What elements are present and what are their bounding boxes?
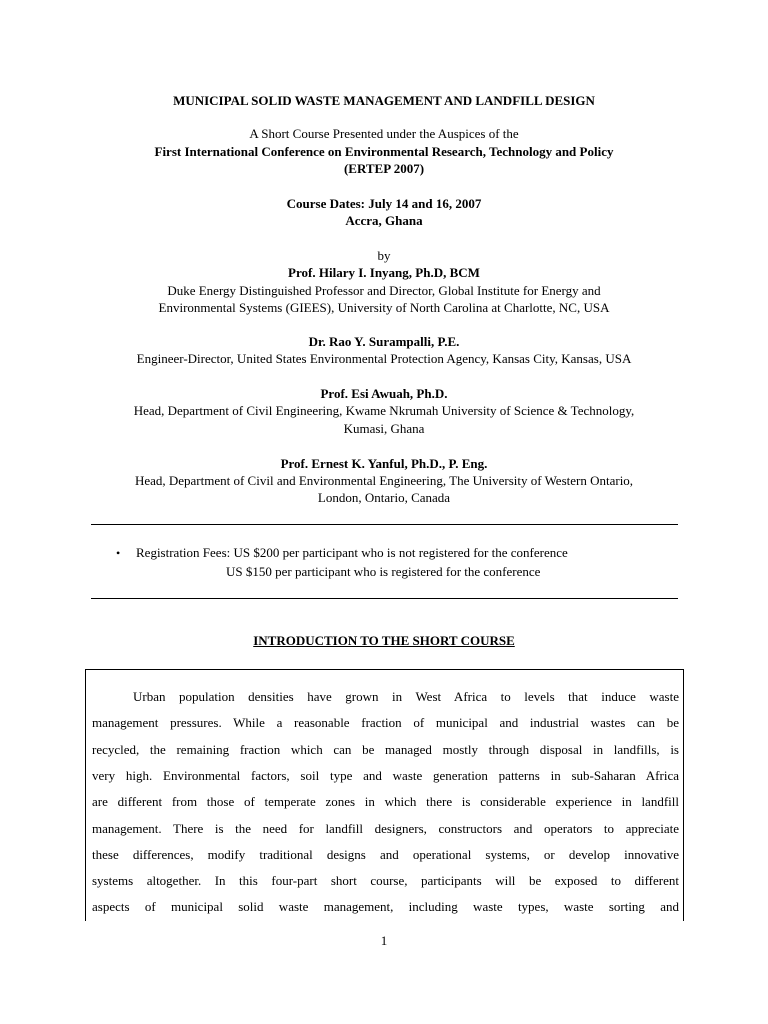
presenter-affiliation: Head, Department of Civil and Environmental Engineering, The University of Western Ontario, — [134, 473, 634, 488]
intro-text-line: management. There is the need for landfill designers, constructors and operators to appreciate — [92, 821, 679, 836]
intro-text-line: aspects of municipal solid waste management, including waste types, waste sorting and — [92, 899, 679, 914]
presenter-affiliation: Environmental Systems (GIEES), University of North Carolina at Charlotte, NC, USA — [158, 300, 610, 315]
intro-text-line: very high. Environmental factors, soil type and waste generation patterns in sub-Saharan Africa — [92, 768, 679, 783]
presenter-affiliation: Head, Department of Civil Engineering, Kwame Nkrumah University of Science & Technology, — [133, 403, 635, 418]
intro-text-line: management pressures. While a reasonable fraction of municipal and industrial wastes can be — [92, 715, 679, 730]
presenter-name: Prof. Hilary I. Inyang, Ph.D, BCM — [288, 265, 480, 280]
presenter-affiliation: London, Ontario, Canada — [317, 490, 451, 505]
course-location: Accra, Ghana — [345, 213, 423, 228]
presenter-affiliation: Kumasi, Ghana — [343, 421, 425, 436]
presenter-name: Dr. Rao Y. Surampalli, P.E. — [308, 334, 460, 349]
bullet-marker: • — [116, 546, 121, 560]
conference-abbr: (ERTEP 2007) — [343, 161, 425, 176]
divider-bottom — [91, 598, 678, 599]
intro-text-line: are different from those of temperate zones in which there is considerable experience in landfill — [92, 794, 679, 809]
presenter-name: Prof. Esi Awuah, Ph.D. — [320, 386, 448, 401]
course-dates: Course Dates: July 14 and 16, 2007 — [286, 196, 482, 211]
presenter-affiliation: Duke Energy Distinguished Professor and Director, Global Institute for Energy and — [167, 283, 601, 298]
document-title: MUNICIPAL SOLID WASTE MANAGEMENT AND LANDFILL DESIGN — [173, 93, 595, 108]
introduction-box — [85, 669, 684, 921]
conference-name: First International Conference on Environmental Research, Technology and Policy — [154, 144, 614, 159]
introduction-heading: INTRODUCTION TO THE SHORT COURSE — [253, 633, 515, 648]
intro-text-line: recycled, the remaining fraction which can be managed mostly through disposal in landfills, is — [92, 742, 679, 757]
page-number: 1 — [380, 933, 388, 948]
presenter-affiliation: Engineer-Director, United States Environmental Protection Agency, Kansas City, Kansas, USA — [136, 351, 632, 366]
divider-top — [91, 524, 678, 525]
presented-line: A Short Course Presented under the Auspices of the — [249, 126, 519, 141]
registration-fee-line: US $150 per participant who is registered for the conference — [226, 564, 541, 579]
intro-text-line: Urban population densities have grown in West Africa to levels that induce waste — [133, 689, 679, 704]
presenter-name: Prof. Ernest K. Yanful, Ph.D., P. Eng. — [280, 456, 488, 471]
registration-fee-line: Registration Fees: US $200 per participant who is not registered for the conference — [136, 545, 568, 560]
intro-text-line: systems altogether. In this four-part short course, participants will be exposed to different — [92, 873, 679, 888]
intro-text-line: these differences, modify traditional designs and operational systems, or develop innovative — [92, 847, 679, 862]
by-line: by — [377, 248, 391, 263]
